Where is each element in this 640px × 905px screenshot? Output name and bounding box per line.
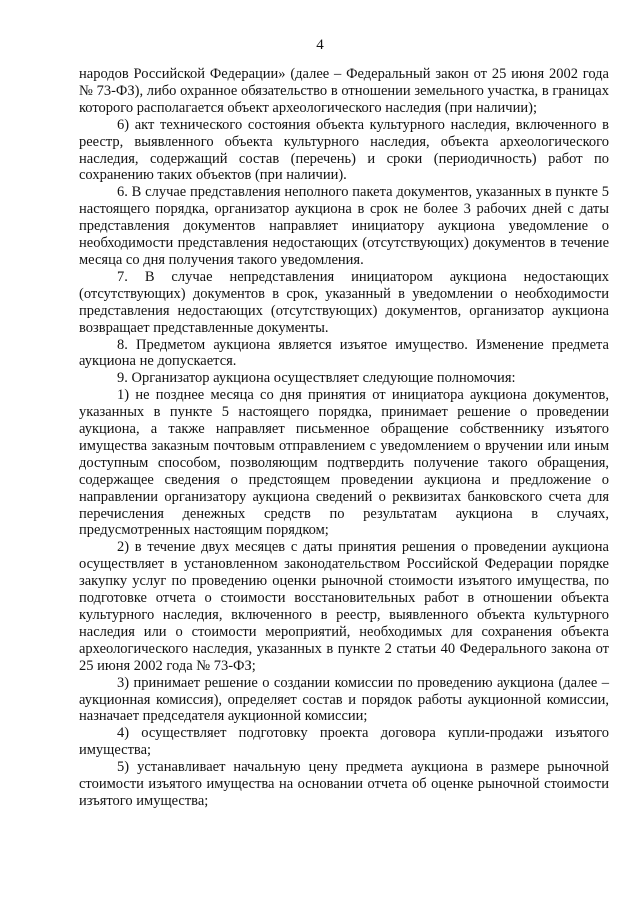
paragraph-subitem-1: 1) не позднее месяца со дня принятия от инициатора аукциона документов, указанных в пункте 5 настоящего порядка, принимает решение о проведении аукциона, а также направляет письменное обращение собственнику изъятого имущества заказным почтовым отправлением с уведомлением о вручении или иным доступным способом, позволяющим подтвердить получение такого обращения, содержащее сведения о предстоящем проведении аукциона и предложение о направлении организатору аукциона сведений о реквизитах банковского счета для перечисления денежных средств по результатам аукциона в случаях, предусмотренных настоящим порядком; [79,387,609,539]
paragraph-section-6: 6. В случае представления неполного пакета документов, указанных в пункте 5 настоящего порядка, организатор аукциона в срок не более 3 рабочих дней с даты представления документов направляет инициатору аукциона уведомление о необходимости представления недостающих (отсутствующих) документов в течение месяца со дня получения такого уведомления. [79,184,609,268]
paragraph-section-8: 8. Предметом аукциона является изъятое имущество. Изменение предмета аукциона не допускается. [79,336,609,370]
paragraph-subitem-4: 4) осуществляет подготовку проекта договора купли-продажи изъятого имущества; [79,725,609,759]
paragraph-subitem-3: 3) принимает решение о создании комиссии по проведению аукциона (далее – аукционная комиссия), определяет состав и порядок работы аукционной комиссии, назначает председателя аукционной комиссии; [79,674,609,725]
paragraph-section-7: 7. В случае непредставления инициатором аукциона недостающих (отсутствующих) документов в срок, указанный в уведомлении о необходимости представления недостающих (отсутствующих) документов, организатор аукциона возвращает представленные документы. [79,268,609,336]
paragraph-subitem-5: 5) устанавливает начальную цену предмета аукциона в размере рыночной стоимости изъятого имущества на основании отчета об оценке рыночной стоимости изъятого имущества; [79,759,609,809]
paragraph-section-9: 9. Организатор аукциона осуществляет следующие полномочия: [117,370,516,387]
paragraph-continuation: народов Российской Федерации» (далее – Федеральный закон от 25 июня 2002 года № 73-ФЗ), либо охранное обязательство в отношении земельного участка, в границах которого располагается объект археологического наследия (при наличии); [79,66,609,116]
paragraph-subitem-2: 2) в течение двух месяцев с даты принятия решения о проведении аукциона осуществляет в установленном законодательством Российской Федерации порядке закупку услуг по проведению оценки рыночной стоимости изъятого имущества, по подготовке отчета о стоимости восстановительных работ в отношении объекта культурного наследия, включенного в реестр, выявленного объекта культурного наследия или о стоимости мероприятий, необходимых для сохранения объекта археологического наследия, указанных в пункте 2 статьи 40 Федерального закона от 25 июня 2002 года № 73-ФЗ; [79,539,609,674]
page-number: 4 [316,37,324,53]
paragraph-item-6: 6) акт технического состояния объекта культурного наследия, включенного в реестр, выявленного объекта культурного наследия, объекта археологического наследия, содержащий состав (перечень) и сроки (периодичность) работ по сохранению таких объектов (при наличии). [79,116,609,184]
document-body [79,66,609,810]
